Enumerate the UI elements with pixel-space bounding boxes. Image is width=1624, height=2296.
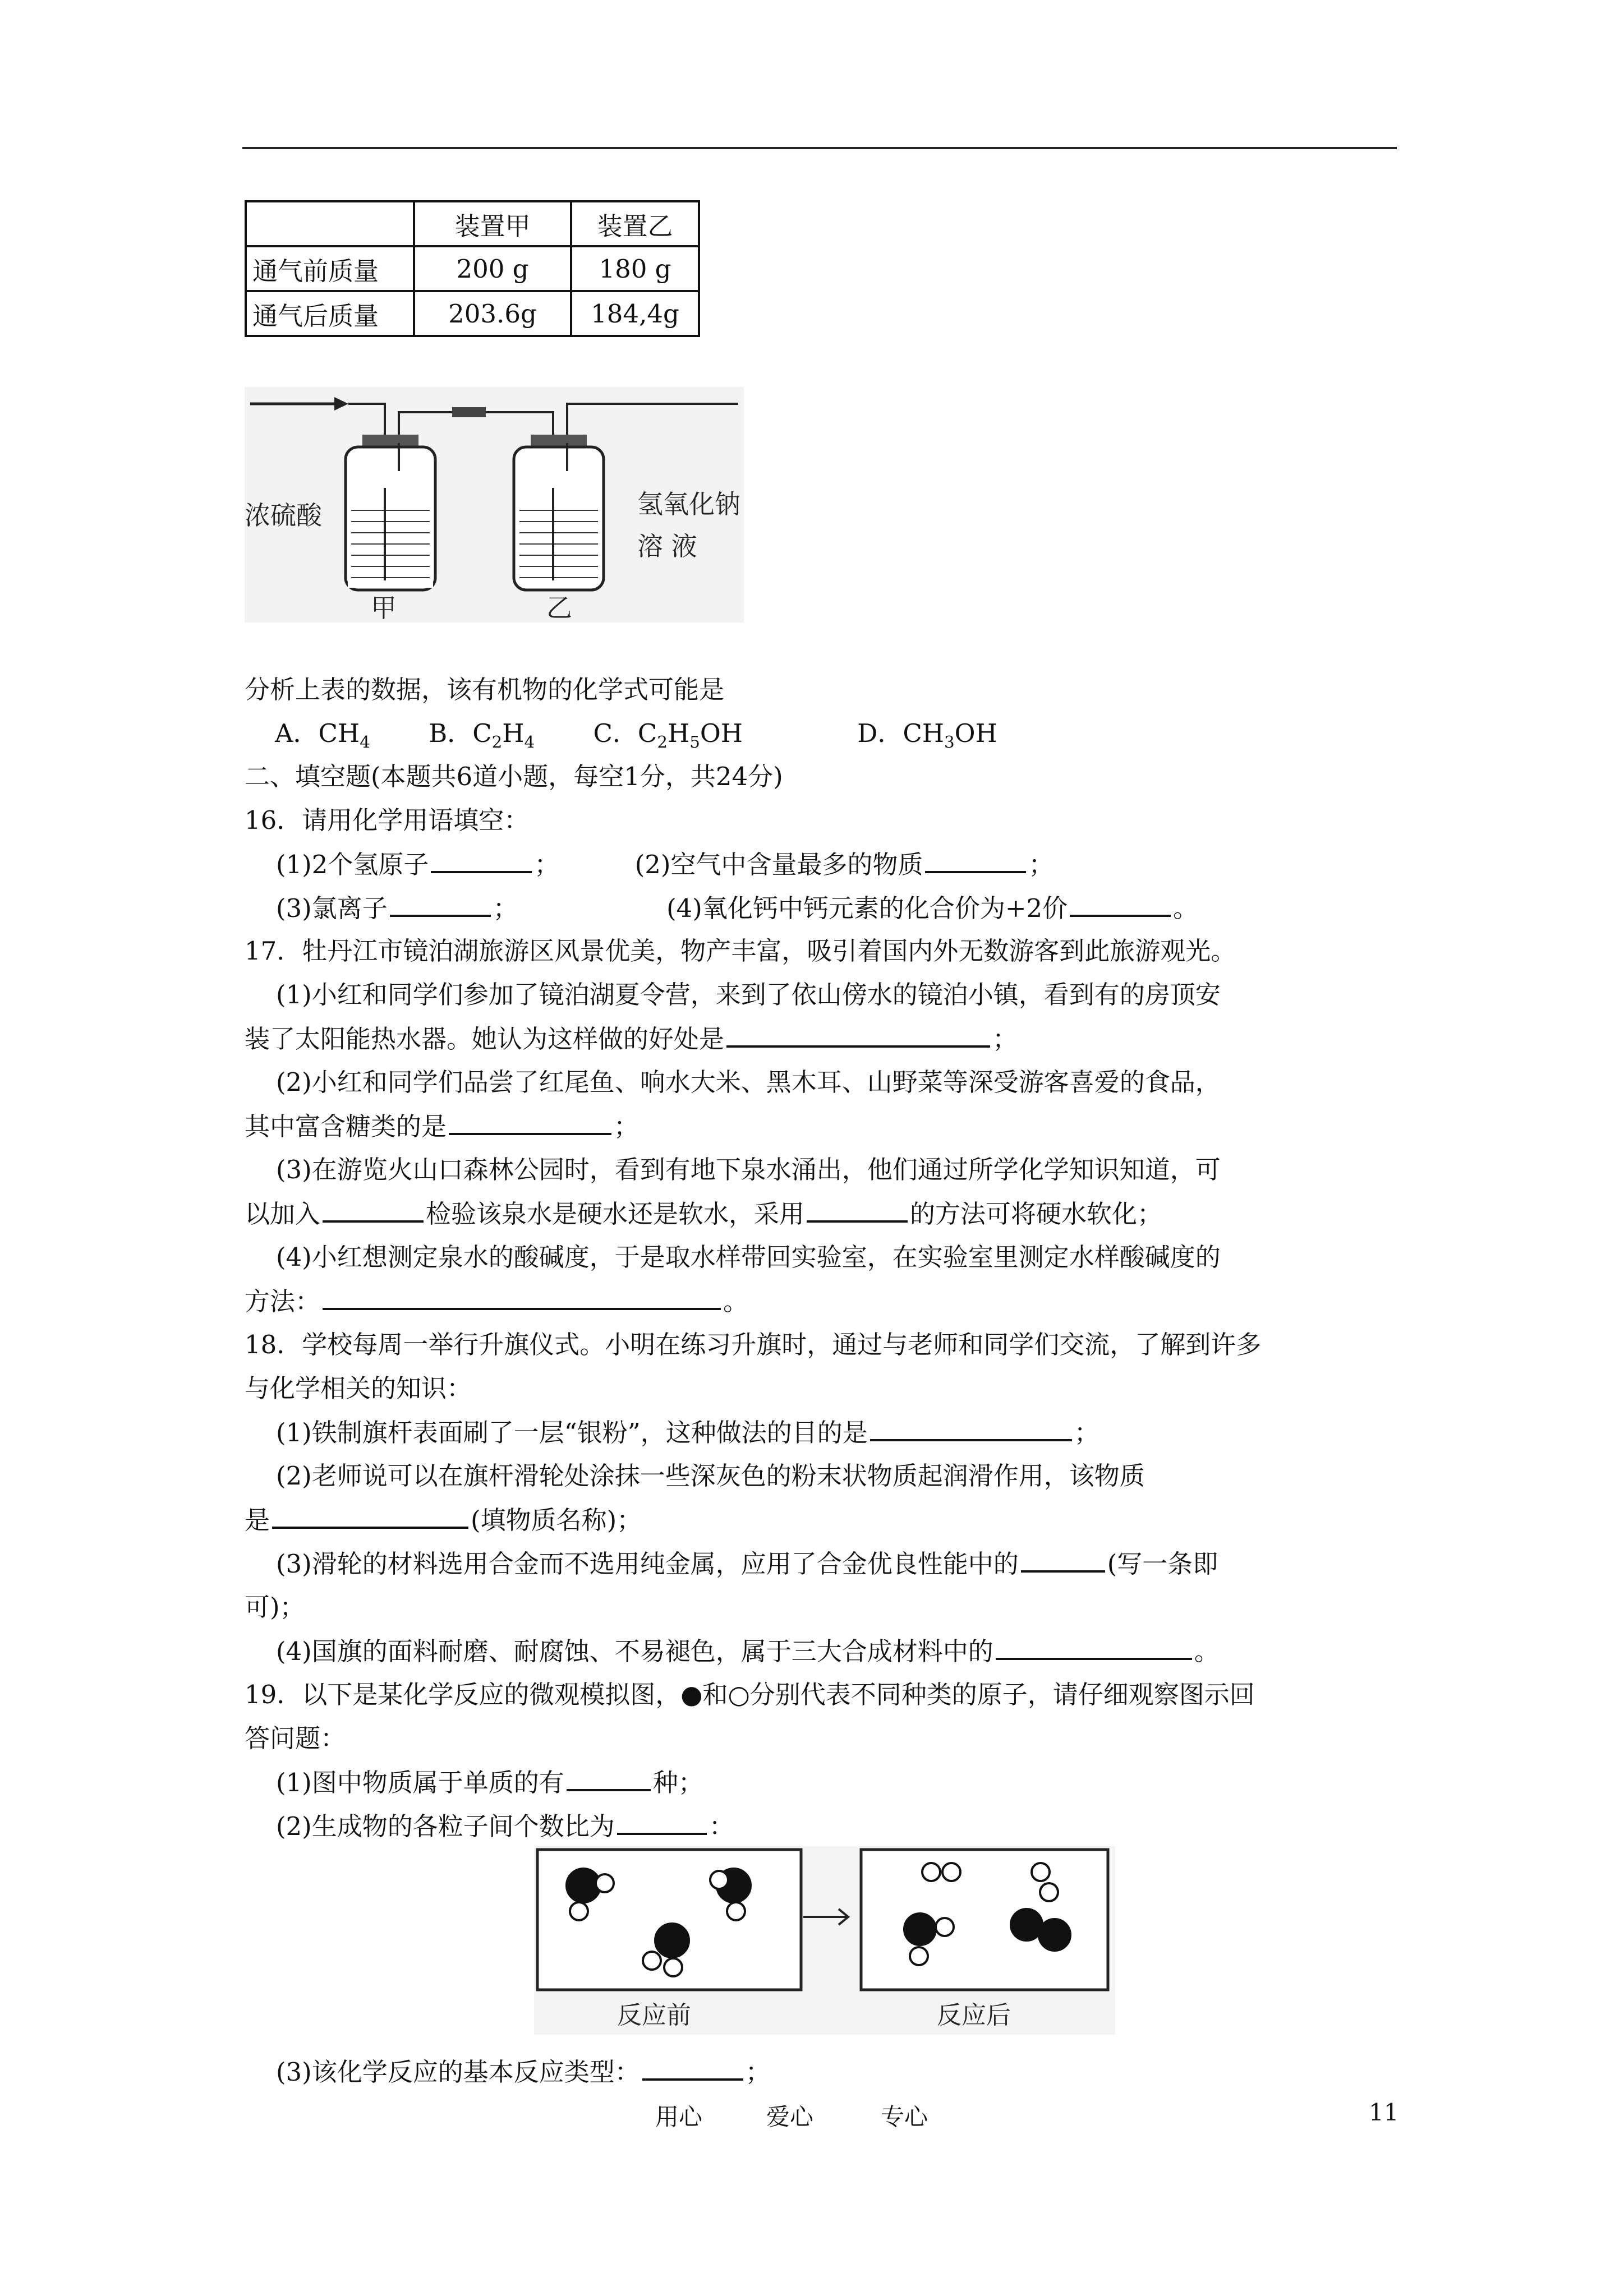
q18-p3b: 可)； <box>245 1592 305 1622</box>
answer-blank[interactable] <box>807 1196 908 1223</box>
option-b: B．$C_2H_4$ <box>429 718 535 751</box>
q16-line-2: (3)氯离子 ； (4)氧化钙中钙元素的化合价为+2价 。 <box>276 890 1198 926</box>
q18-p1: (1)铁制旗杆表面刷了一层“银粉”，这种做法的目的是 ； <box>276 1414 1099 1451</box>
footer-left: 用心 <box>655 2103 703 2131</box>
q17-p3a: (3)在游览火山口森林公园时，看到有地下泉水涌出，他们通过所学化学知识知道，可 <box>276 1155 1221 1184</box>
q17-p4b: 方法： 。 <box>245 1283 748 1320</box>
q16-line-1: (1)2个氢原子 ； (2)空气中含量最多的物质 ； <box>276 846 1053 883</box>
answer-blank[interactable] <box>996 1633 1192 1660</box>
q19-p1: (1)图中物质属于单质的有 种； <box>276 1764 703 1801</box>
answer-blank[interactable] <box>323 1283 721 1310</box>
q17-stem: 17．牡丹江市镜泊湖旅游区风景优美，物产丰富，吸引着国内外无数游客到此旅游观光。 <box>245 936 1236 966</box>
q15-stem: 分析上表的数据，该有机物的化学式可能是 <box>245 675 725 704</box>
answer-blank[interactable] <box>323 1196 424 1223</box>
footer-right: 专心 <box>881 2103 928 2131</box>
q17-p2b: 其中富含糖类的是 ； <box>245 1108 639 1145</box>
table-header-b: 装置乙 <box>571 201 699 246</box>
table-corner-cell <box>246 201 414 246</box>
q18-stem-1: 18．学校每周一举行升旗仪式。小明在练习升旗时，通过与老师和同学们交流，了解到许多 <box>245 1330 1262 1359</box>
answer-blank[interactable] <box>726 1021 990 1048</box>
label-bottle-b: 乙 <box>546 593 572 623</box>
q19-stem-2: 答问题： <box>245 1723 346 1753</box>
q18-p4: (4)国旗的面料耐磨、耐腐蚀、不易褪色，属于三大合成材料中的 。 <box>276 1633 1220 1670</box>
label-left-liquid: 浓硫酸 <box>245 500 322 531</box>
table-row <box>246 291 699 336</box>
answer-blank[interactable] <box>925 846 1026 873</box>
reaction-diagram <box>533 1845 1116 2036</box>
cell-b: 184,4g <box>571 291 699 336</box>
label-bottle-a: 甲 <box>371 593 397 623</box>
header-rule <box>242 147 1397 149</box>
stopper-b <box>531 435 587 447</box>
before-label: 反应前 <box>617 2001 691 2030</box>
stopper-a <box>362 435 418 447</box>
table-header-row <box>246 201 699 246</box>
option-a: A．$CH_4$ <box>275 718 370 751</box>
gas-bottle-apparatus <box>245 387 749 634</box>
footer-mid: 爱心 <box>766 2103 814 2131</box>
q17-p3b: 以加入 检验该泉水是硬水还是软水，采用 的方法可将硬水软化； <box>245 1196 1162 1232</box>
q18-p2a: (2)老师说可以在旗杆滑轮处涂抹一些深灰色的粉末状物质起润滑作用，该物质 <box>276 1461 1145 1491</box>
q15-options <box>275 716 997 760</box>
q18-stem-2: 与化学相关的知识： <box>245 1373 472 1403</box>
answer-blank[interactable] <box>449 1108 611 1135</box>
cell-b: 180 g <box>571 246 699 291</box>
q17-p4a: (4)小红想测定泉水的酸碱度，于是取水样带回实验室，在实验室里测定水样酸碱度的 <box>276 1242 1221 1272</box>
option-c: C．$C_2H_5OH$ <box>593 718 743 751</box>
section-2-heading: 二、填空题(本题共6道小题，每空1分，共24分) <box>245 762 783 791</box>
rubber-joint <box>452 407 486 417</box>
mass-table <box>245 200 700 337</box>
q19-p3: (3)该化学反应的基本反应类型： ； <box>276 2054 771 2090</box>
page-number: 11 <box>1369 2099 1399 2126</box>
liquid-a <box>348 508 433 588</box>
answer-blank[interactable] <box>1021 1546 1105 1573</box>
bottle-b <box>514 447 604 590</box>
q17-p2a: (2)小红和同学们品尝了红尾鱼、响水大米、黑木耳、山野菜等深受游客喜爱的食品， <box>276 1067 1221 1097</box>
table-row <box>246 246 699 291</box>
answer-blank[interactable] <box>567 1764 651 1791</box>
cell-a: 200 g <box>414 246 571 291</box>
answer-blank[interactable] <box>642 2054 743 2081</box>
q17-p1a: (1)小红和同学们参加了镜泊湖夏令营，来到了依山傍水的镜泊小镇，看到有的房顶安 <box>276 980 1221 1009</box>
q17-p1b: 装了太阳能热水器。她认为这样做的好处是 ； <box>245 1021 1018 1057</box>
answer-blank[interactable] <box>390 890 491 917</box>
after-label: 反应后 <box>937 2001 1011 2030</box>
q16-stem: 16．请用化学用语填空： <box>245 805 530 835</box>
after-box <box>861 1850 1108 1990</box>
answer-blank[interactable] <box>1070 890 1171 917</box>
option-d: D．$CH_3OH$ <box>857 718 997 751</box>
cell-a: 203.6g <box>414 291 571 336</box>
table-header-a: 装置甲 <box>414 201 571 246</box>
label-right-liquid-1: 氢氧化钠 <box>637 489 740 519</box>
label-right-liquid-2: 溶 液 <box>637 531 697 561</box>
answer-blank[interactable] <box>431 846 532 873</box>
row-label: 通气前质量 <box>246 246 414 291</box>
answer-blank[interactable] <box>617 1808 707 1835</box>
q19-stem-1: 19．以下是某化学反应的微观模拟图，●和○分别代表不同种类的原子，请仔细观察图示回 <box>245 1680 1255 1709</box>
q19-p2: (2)生成物的各粒子间个数比为 ： <box>276 1808 734 1845</box>
q18-p3a: (3)滑轮的材料选用合金而不选用纯金属，应用了合金优良性能中的 (写一条即 <box>276 1546 1218 1582</box>
row-label: 通气后质量 <box>246 291 414 336</box>
answer-blank[interactable] <box>870 1414 1072 1441</box>
answer-blank[interactable] <box>272 1502 468 1529</box>
q18-p2b: 是 (填物质名称)； <box>245 1502 642 1538</box>
